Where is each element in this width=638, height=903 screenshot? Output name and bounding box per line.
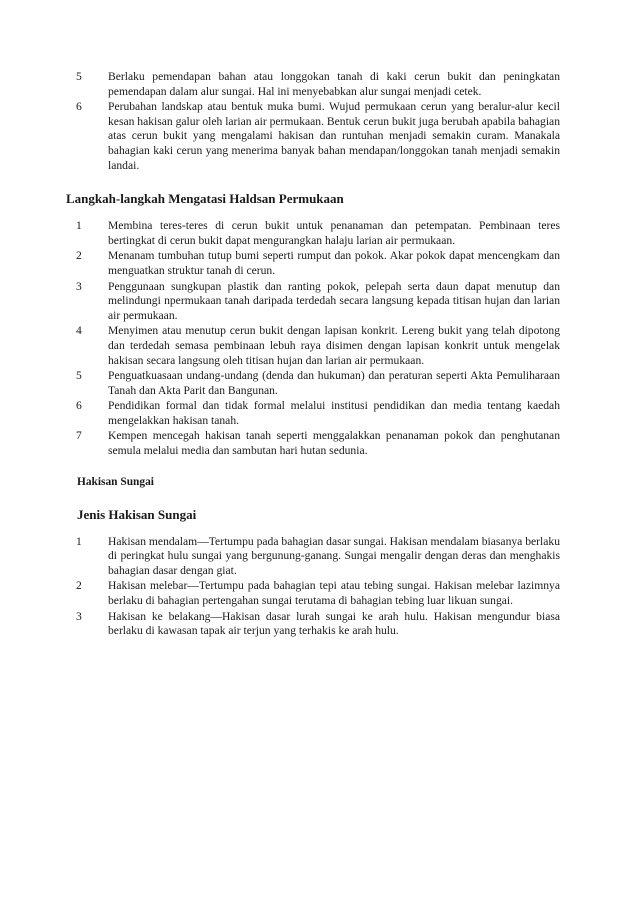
list-item <box>66 280 560 324</box>
item-number: 5 <box>76 70 82 83</box>
item-number: 1 <box>76 219 82 233</box>
item-text: Perubahan landskap atau bentuk muka bumi. Wujud permukaan cerun yang beralur-alur kecil kesan hakisan galur oleh larian air permukaan. Bentuk cerun bukit juga berubah apabila bahagian atas cerun bukit yang mengalami hakisan dan runtuhan menjadi semakin curam. Manakala bahagian kaki cerun yang menerima banyak bahan mendapan/longgokan tanah menjadi semakin landai. <box>108 100 560 172</box>
item-number: 5 <box>76 369 82 383</box>
item-number: 3 <box>76 609 82 623</box>
item-text: Penggunaan sungkupan plastik dan ranting pokok, pelepah serta daun dapat menutup dan melindungi npermukaan tanah daripada terdedah secara langsung kepada titisan hujan dan larian air permukaan. <box>108 279 560 322</box>
item-number: 3 <box>76 279 82 293</box>
section-heading-jenis: Jenis Hakisan Sungai <box>77 506 197 522</box>
item-text: Menanam tumbuhan tutup bumi seperti rumput dan pokok. Akar pokok dapat mencengkam dan menguatkan struktur tanah di cerun. <box>108 249 560 277</box>
item-text: Membina teres-teres di cerun bukit untuk penanaman dan petempatan. Pembinaan teres bertingkat di cerun bukit dapat mengurangkan halaju larian air permukaan. <box>108 219 560 247</box>
subheading-hakisan-sungai: Hakisan Sungai <box>77 475 154 488</box>
langkah-list <box>66 219 560 459</box>
list-item <box>66 429 560 458</box>
section-heading-langkah: Langkah-langkah Mengatasi Haldsan Permukaan <box>66 191 344 207</box>
item-number: 6 <box>76 100 82 114</box>
list-item <box>66 70 560 99</box>
item-text: Penguatkuasaan undang-undang (denda dan hukuman) dan peraturan seperti Akta Pemuliharaan Tanah dan Akta Parit dan Bangunan. <box>108 369 560 397</box>
list-item <box>66 579 560 608</box>
list-item <box>66 369 560 398</box>
item-text: Kempen mencegah hakisan tanah seperti menggalakkan penanaman pokok dan penghutanan semula melalui media dan sambutan hari hutan sedunia. <box>108 429 560 458</box>
jenis-list <box>66 535 560 639</box>
item-text: Hakisan melebar—Tertumpu pada bahagian tepi atau tebing sungai. Hakisan melebar lazimnya berlaku di bahagian pertengahan sungai terutama di bahagian tebing luar likuan sungai. <box>108 579 560 608</box>
item-number: 1 <box>76 534 82 548</box>
item-number: 2 <box>76 249 82 263</box>
list-item <box>66 324 560 368</box>
continued-list <box>66 70 560 173</box>
item-number: 6 <box>76 399 82 413</box>
list-item <box>66 399 560 428</box>
item-text: Hakisan mendalam—Tertumpu pada bahagian dasar sungai. Hakisan mendalam biasanya berlaku di peringkat hulu sungai yang bergunung-ganang. Sungai mengalir dengan deras dan menghakis bahagian dasar dengan giat. <box>108 534 560 577</box>
list-item <box>66 100 560 173</box>
item-number: 4 <box>76 324 82 338</box>
item-text: Pendidikan formal dan tidak formal melalui institusi pendidikan dan media tentang kaedah mengelakkan hakisan tanah. <box>108 399 560 427</box>
item-number: 2 <box>76 579 82 593</box>
list-item <box>66 249 560 278</box>
item-text: Hakisan ke belakang—Hakisan dasar lurah sungai ke arah hulu. Hakisan mengundur biasa berlaku di kawasan tapak air terjun yang terhakis ke arah hulu. <box>108 609 560 638</box>
list-item <box>66 610 560 639</box>
list-item <box>66 219 560 248</box>
item-text: Berlaku pemendapan bahan atau longgokan tanah di kaki cerun bukit dan peningkatan pemendapan dalam alur sungai. Hal ini menyebabkan alur sungai menjadi cetek. <box>108 70 560 98</box>
list-item <box>66 535 560 579</box>
item-number: 7 <box>76 429 82 443</box>
item-text: Menyimen atau menutup cerun bukit dengan lapisan konkrit. Lereng bukit yang telah dipotong dan terdedah semasa pembinaan lebuh raya disimen dengan lapisan konkrit untuk mengelak hakisan secara langsung oleh titisan hujan dan larian air permukaan. <box>108 324 560 367</box>
